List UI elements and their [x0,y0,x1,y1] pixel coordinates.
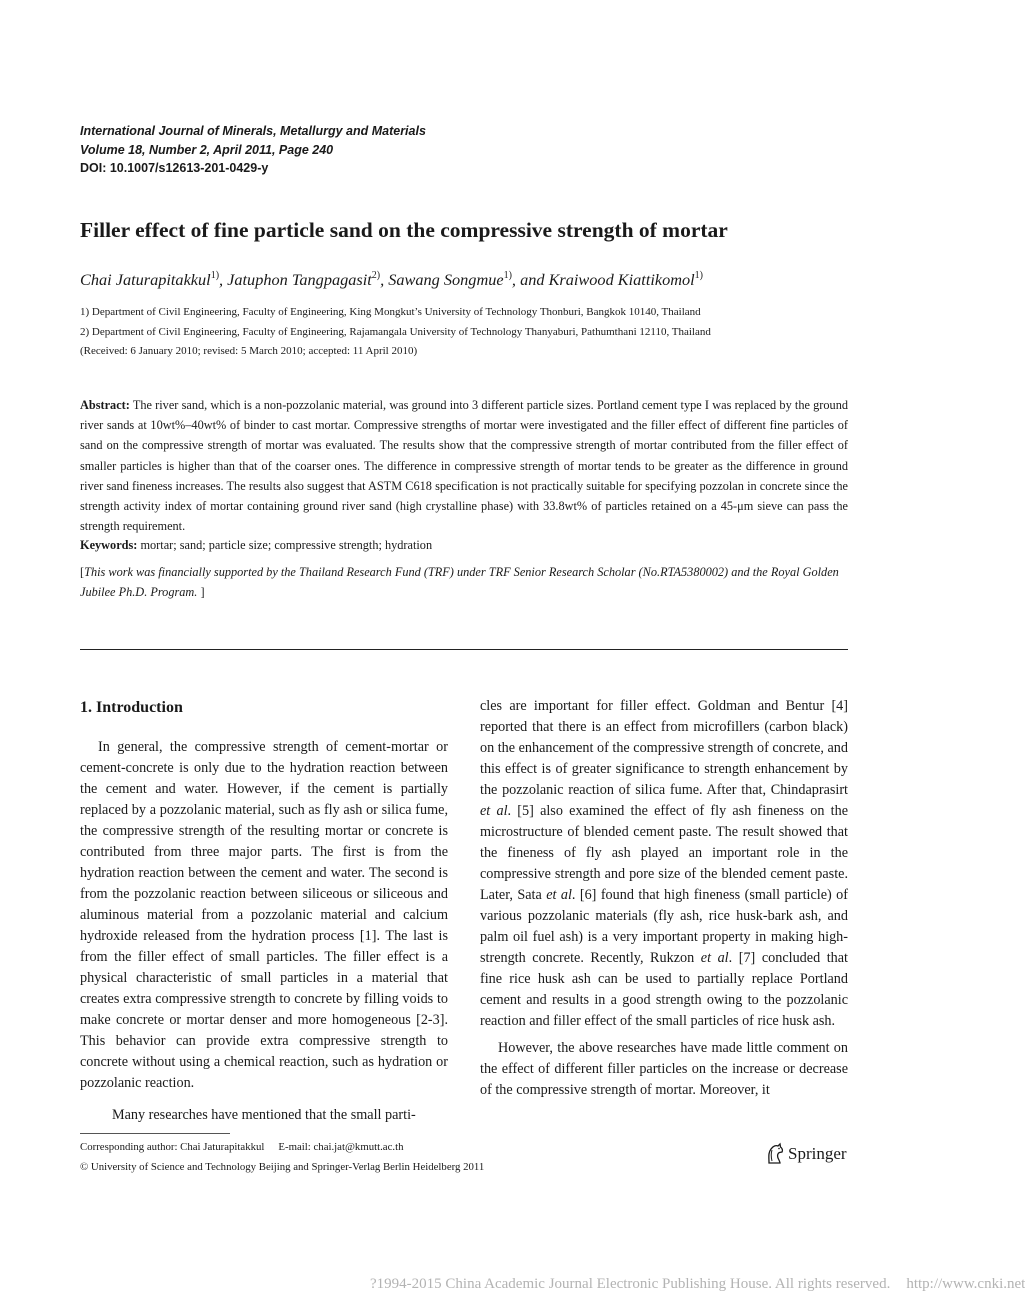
author-separator: , [219,270,228,289]
body-text: . [6] found that high fineness (small particle) of various pozzolanic materials (fly ash, rice husk-bark ash, and palm oil fuel ash) is a very important property in making high-strength concrete. Recently, Rukzon [480,887,848,966]
body-text: . [7] concluded that fine rice husk ash can be used to partially replace Portland cement and results in a good strength owing to the pozzolanic reaction and filler effect of the small particles of rice husk ash. [480,950,849,1029]
corresponding-author: Corresponding author: Chai Jaturapitakkul [80,1141,265,1153]
et-al: et al [480,803,508,819]
springer-logo [765,1142,847,1166]
keywords [80,535,848,555]
et-al: et al [546,887,572,903]
article-title: Filler effect of fine particle sand on the compressive strength of mortar [80,218,728,242]
keywords-text: mortar; sand; particle size; compressive strength; hydration [137,538,433,552]
cnki-watermark [370,1274,1025,1294]
journal-name: International Journal of Minerals, Metallurgy and Materials [80,124,426,138]
author-affil-mark: 1) [503,270,512,281]
author-affil-mark: 1) [210,270,220,281]
author-name: Sawang Songmue [388,270,504,289]
keywords-label: Keywords: [80,538,138,552]
author-name: Jatuphon Tangpagasit [227,270,372,289]
footnote-divider [80,1133,230,1134]
abstract-label: Abstract: [80,398,130,412]
publisher-name: Springer [788,1144,847,1163]
intro-paragraph-1: In general, the compressive strength of cement-mortar or cement-concrete is only due to the hydration reaction between the cement and water. However, if the cement is partially replaced by a pozzolanic material, such as fly ash or silica fume, the compressive strength of the resulting mortar or concrete is contributed from three major parts. The first is from the hydration reaction between the cement and water. The second is from the pozzolanic reaction between siliceous or siliceous and aluminous material from a pozzolanic material and calcium hydroxide released from the hydration process [1]. The last is from the filler effect of small particles. The filler effect is a physical characteristic of small particles in a material that creates extra compressive strength to concrete by filling voids to make concrete or mortar denser and more homogeneous [2-3]. This behavior can provide extra compressive strength to concrete without using a chemical reaction, such as hydration or pozzolanic reaction. [80,739,448,1091]
author-separator: , and [511,270,549,289]
springer-horse-icon [765,1143,785,1165]
intro-paragraph-3: However, the above researches have made little comment on the effect of different filler particles on the increase or decrease of the compressive strength of mortar. Moreover, it [480,1040,848,1098]
body-text: . [5] also examined the effect of fly ash fineness on the microstructure of blended cement paste. The result showed that the fineness of fly ash played an important role in the compressive strength and pore size of the blended cement paste. Later, Sata [480,803,849,903]
footnote [80,1138,640,1177]
author-list [80,268,860,292]
author-affil-mark: 2) [371,270,381,281]
watermark-url[interactable]: http://www.cnki.net [906,1276,1025,1292]
watermark-text: ?1994-2015 China Academic Journal Electronic Publishing House. All rights reserved. [370,1276,891,1292]
right-column [480,696,848,1101]
journal-header [80,122,780,178]
funding-close-bracket: ] [197,585,205,599]
copyright: © University of Science and Technology Beijing and Springer-Verlag Berlin Heidelberg 2011 [80,1160,485,1173]
et-al: et al [700,950,729,966]
intro-paragraph-2: Many researches have mentioned that the small parti- [112,1107,416,1123]
author-affil-mark: 1) [694,270,704,281]
journal-volume: Volume 18, Number 2, April 2011, Page 240 [80,142,334,157]
left-column [80,737,448,1126]
funding-text: This work was financially supported by the Thailand Research Fund (TRF) under TRF Senior Research Scholar (No.RTA5380002) and the Royal Golden Jubilee Ph.D. Program. [80,565,839,599]
funding-open-bracket: [ [80,565,85,579]
author-name: Chai Jaturapitakkul [80,270,211,289]
affiliation-2: 2) Department of Civil Engineering, Faculty of Engineering, Rajamangala University of Technology Thanyaburi, Pathumthani 12110, Thailand [80,325,711,338]
author-email[interactable]: E-mail: chai.jat@kmutt.ac.th [278,1141,404,1153]
author-name: Kraiwood Kiattikomol [548,270,695,289]
section-divider [80,649,848,650]
abstract-text: The river sand, which is a non-pozzolanic material, was ground into 3 different particle sizes. Portland cement type I was replaced by the ground river sands at 10wt%–40wt% of binder to cast mortar. Compressive strengths of mortar were investigated and the filler effect of different fine particles of sand on the compressive strength of mortar was evaluated. The results show that the compressive strength of mortar contributed from the filler effect of smaller particles is higher than that of the coarser ones. The difference in compressive strength of mortar tends to be greater as the difference in ground river sand fineness increases. The results also suggest that ASTM C618 specification is not practically suitable for specifying pozzolan in concrete since the strength activity index of mortar containing ground river sand (high crystalline phase) with 33.8wt% of particles retained on a 45-μm sieve can pass the strength requirement. [80,398,848,534]
author-separator: , [380,270,389,289]
section-heading: 1. Introduction [80,699,183,716]
affiliation-1: 1) Department of Civil Engineering, Faculty of Engineering, King Mongkut’s University of Technology Thonburi, Bangkok 10140, Thailand [80,306,701,318]
abstract [80,395,848,536]
body-text: cles are important for filler effect. Goldman and Bentur [4] reported that there is an effect from microfillers (carbon black) on the enhancement of the compressive strength of concrete, and this effect is of greater significance to strength enhancement by the pozzolanic reaction of silica fume. After that, Chindaprasirt [480,698,848,798]
received-dates: (Received: 6 January 2010; revised: 5 March 2010; accepted: 11 April 2010) [80,345,418,357]
affiliations [80,303,860,362]
intro-paragraph-continued [480,696,848,1032]
doi[interactable]: DOI: 10.1007/s12613-201-0429-y [80,161,269,175]
funding-note [80,562,848,602]
